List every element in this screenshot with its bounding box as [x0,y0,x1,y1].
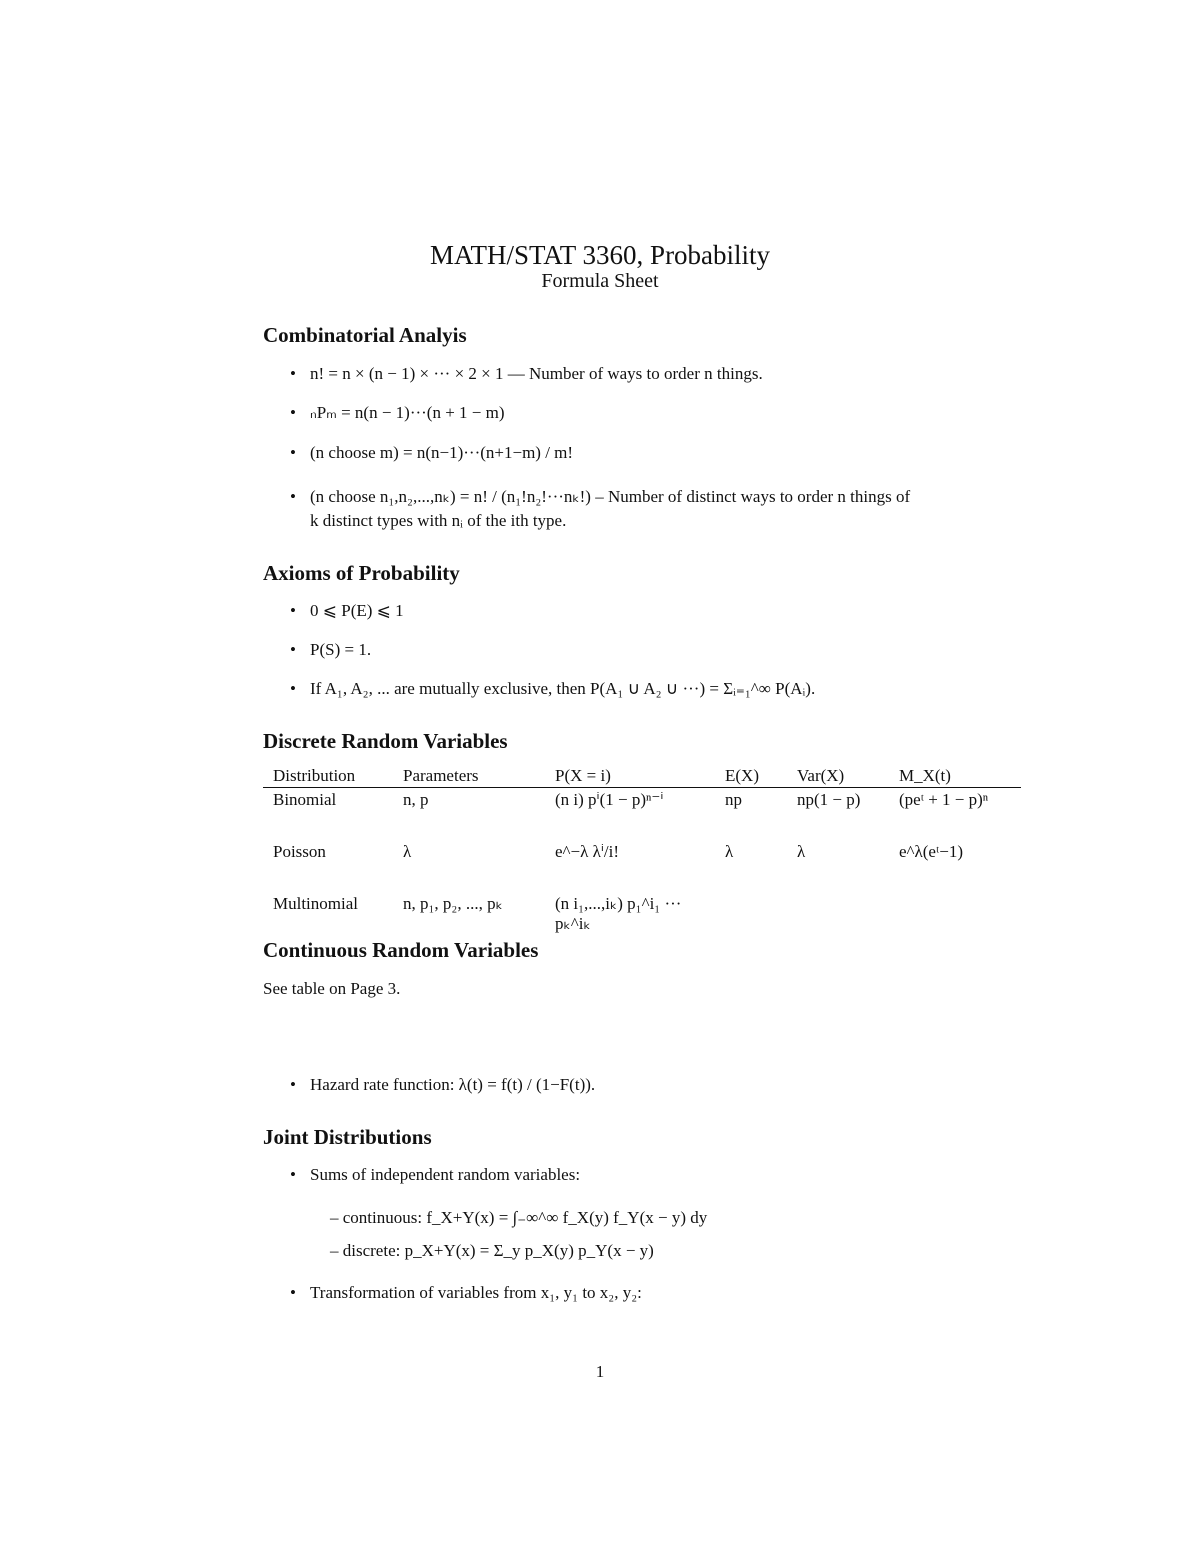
section-heading-axioms: Axioms of Probability [263,561,460,585]
table-cell: Multinomial [273,894,358,913]
table-row [263,788,1021,841]
document-subtitle: Formula Sheet [541,270,659,292]
table-cell: np [725,790,742,809]
table-header-row [263,765,1021,788]
formula-text: (n choose n₁,n₂,...,nₖ) = n! / (n₁!n₂!···nₖ!) – Number of distinct ways to order n things of [310,487,911,506]
column-header: M_X(t) [889,765,1021,788]
section-heading-combinatorial: Combinatorial Analyis [263,323,467,347]
bullet-icon: • [290,403,296,422]
bullet-icon: • [290,1283,296,1302]
table-cell: (n i₁,...,iₖ) p₁^i₁ ··· pₖ^iₖ [555,894,682,933]
table-cell: Binomial [273,790,337,809]
section-heading-joint: Joint Distributions [263,1125,432,1149]
bullet-icon: • [290,487,296,506]
bullet-icon: • [290,679,296,698]
column-header: E(X) [715,765,787,788]
document-title: MATH/STAT 3360, Probability [429,240,771,270]
page-number: 1 [595,1362,605,1381]
table-cell: n, p [403,790,429,809]
table-cell [715,892,787,944]
formula-text: ₙPₘ = n(n − 1)···(n + 1 − m) [310,403,505,422]
bullet-icon: • [290,443,296,462]
formula-text: 0 ⩽ P(E) ⩽ 1 [310,601,404,620]
formula-text: n! = n × (n − 1) × ··· × 2 × 1 — Number of ways to order n things. [310,364,763,383]
table-cell: np(1 − p) [797,790,861,809]
table-cell [787,892,889,944]
section-heading-discrete: Discrete Random Variables [263,729,508,753]
column-header: Distribution [263,765,393,788]
table-cell: e^−λ λⁱ/i! [555,842,619,861]
formula-text: (n choose m) = n(n−1)···(n+1−m) / m! [310,443,574,462]
table-cell: λ [725,842,734,861]
formula-text: If A₁, A₂, ... are mutually exclusive, then P(A₁ ∪ A₂ ∪ ···) = Σᵢ₌₁^∞ P(Aᵢ). [310,679,816,698]
formula-text: Sums of independent random variables: [310,1165,581,1184]
bullet-icon: • [290,1075,296,1094]
column-header: Var(X) [787,765,889,788]
sub-list-item: – discrete: p_X+Y(x) = Σ_y p_X(y) p_Y(x − y) [330,1241,654,1260]
formula-text: Transformation of variables from x₁, y₁ to x₂, y₂: [310,1283,642,1302]
table-row [263,840,1021,892]
table-cell: (peᵗ + 1 − p)ⁿ [899,790,989,809]
table-cell: λ [797,842,806,861]
formula-text: P(S) = 1. [310,640,372,659]
table-cell [889,892,1021,944]
table-cell: n, p₁, p₂, ..., pₖ [403,894,503,913]
table-cell: λ [403,842,412,861]
bullet-icon: • [290,601,296,620]
formula-text: k distinct types with nᵢ of the ith type. [310,511,567,530]
sub-list-item: – continuous: f_X+Y(x) = ∫₋∞^∞ f_X(y) f_Y(x − y) dy [330,1208,708,1227]
bullet-icon: • [290,364,296,383]
bullet-icon: • [290,640,296,659]
discrete-distributions-table [263,765,1033,944]
table-cell: Poisson [273,842,326,861]
table-row [263,892,1021,944]
table-cell: (n i) pⁱ(1 − p)ⁿ⁻ⁱ [555,790,664,809]
formula-text: Hazard rate function: λ(t) = f(t) / (1−F(t)). [310,1075,596,1094]
column-header: P(X = i) [545,765,715,788]
bullet-icon: • [290,1165,296,1184]
section-heading-continuous: Continuous Random Variables [263,938,539,962]
column-header: Parameters [393,765,545,788]
table-cell: e^λ(eᵗ−1) [899,842,963,861]
continuous-note: See table on Page 3. [263,979,401,998]
